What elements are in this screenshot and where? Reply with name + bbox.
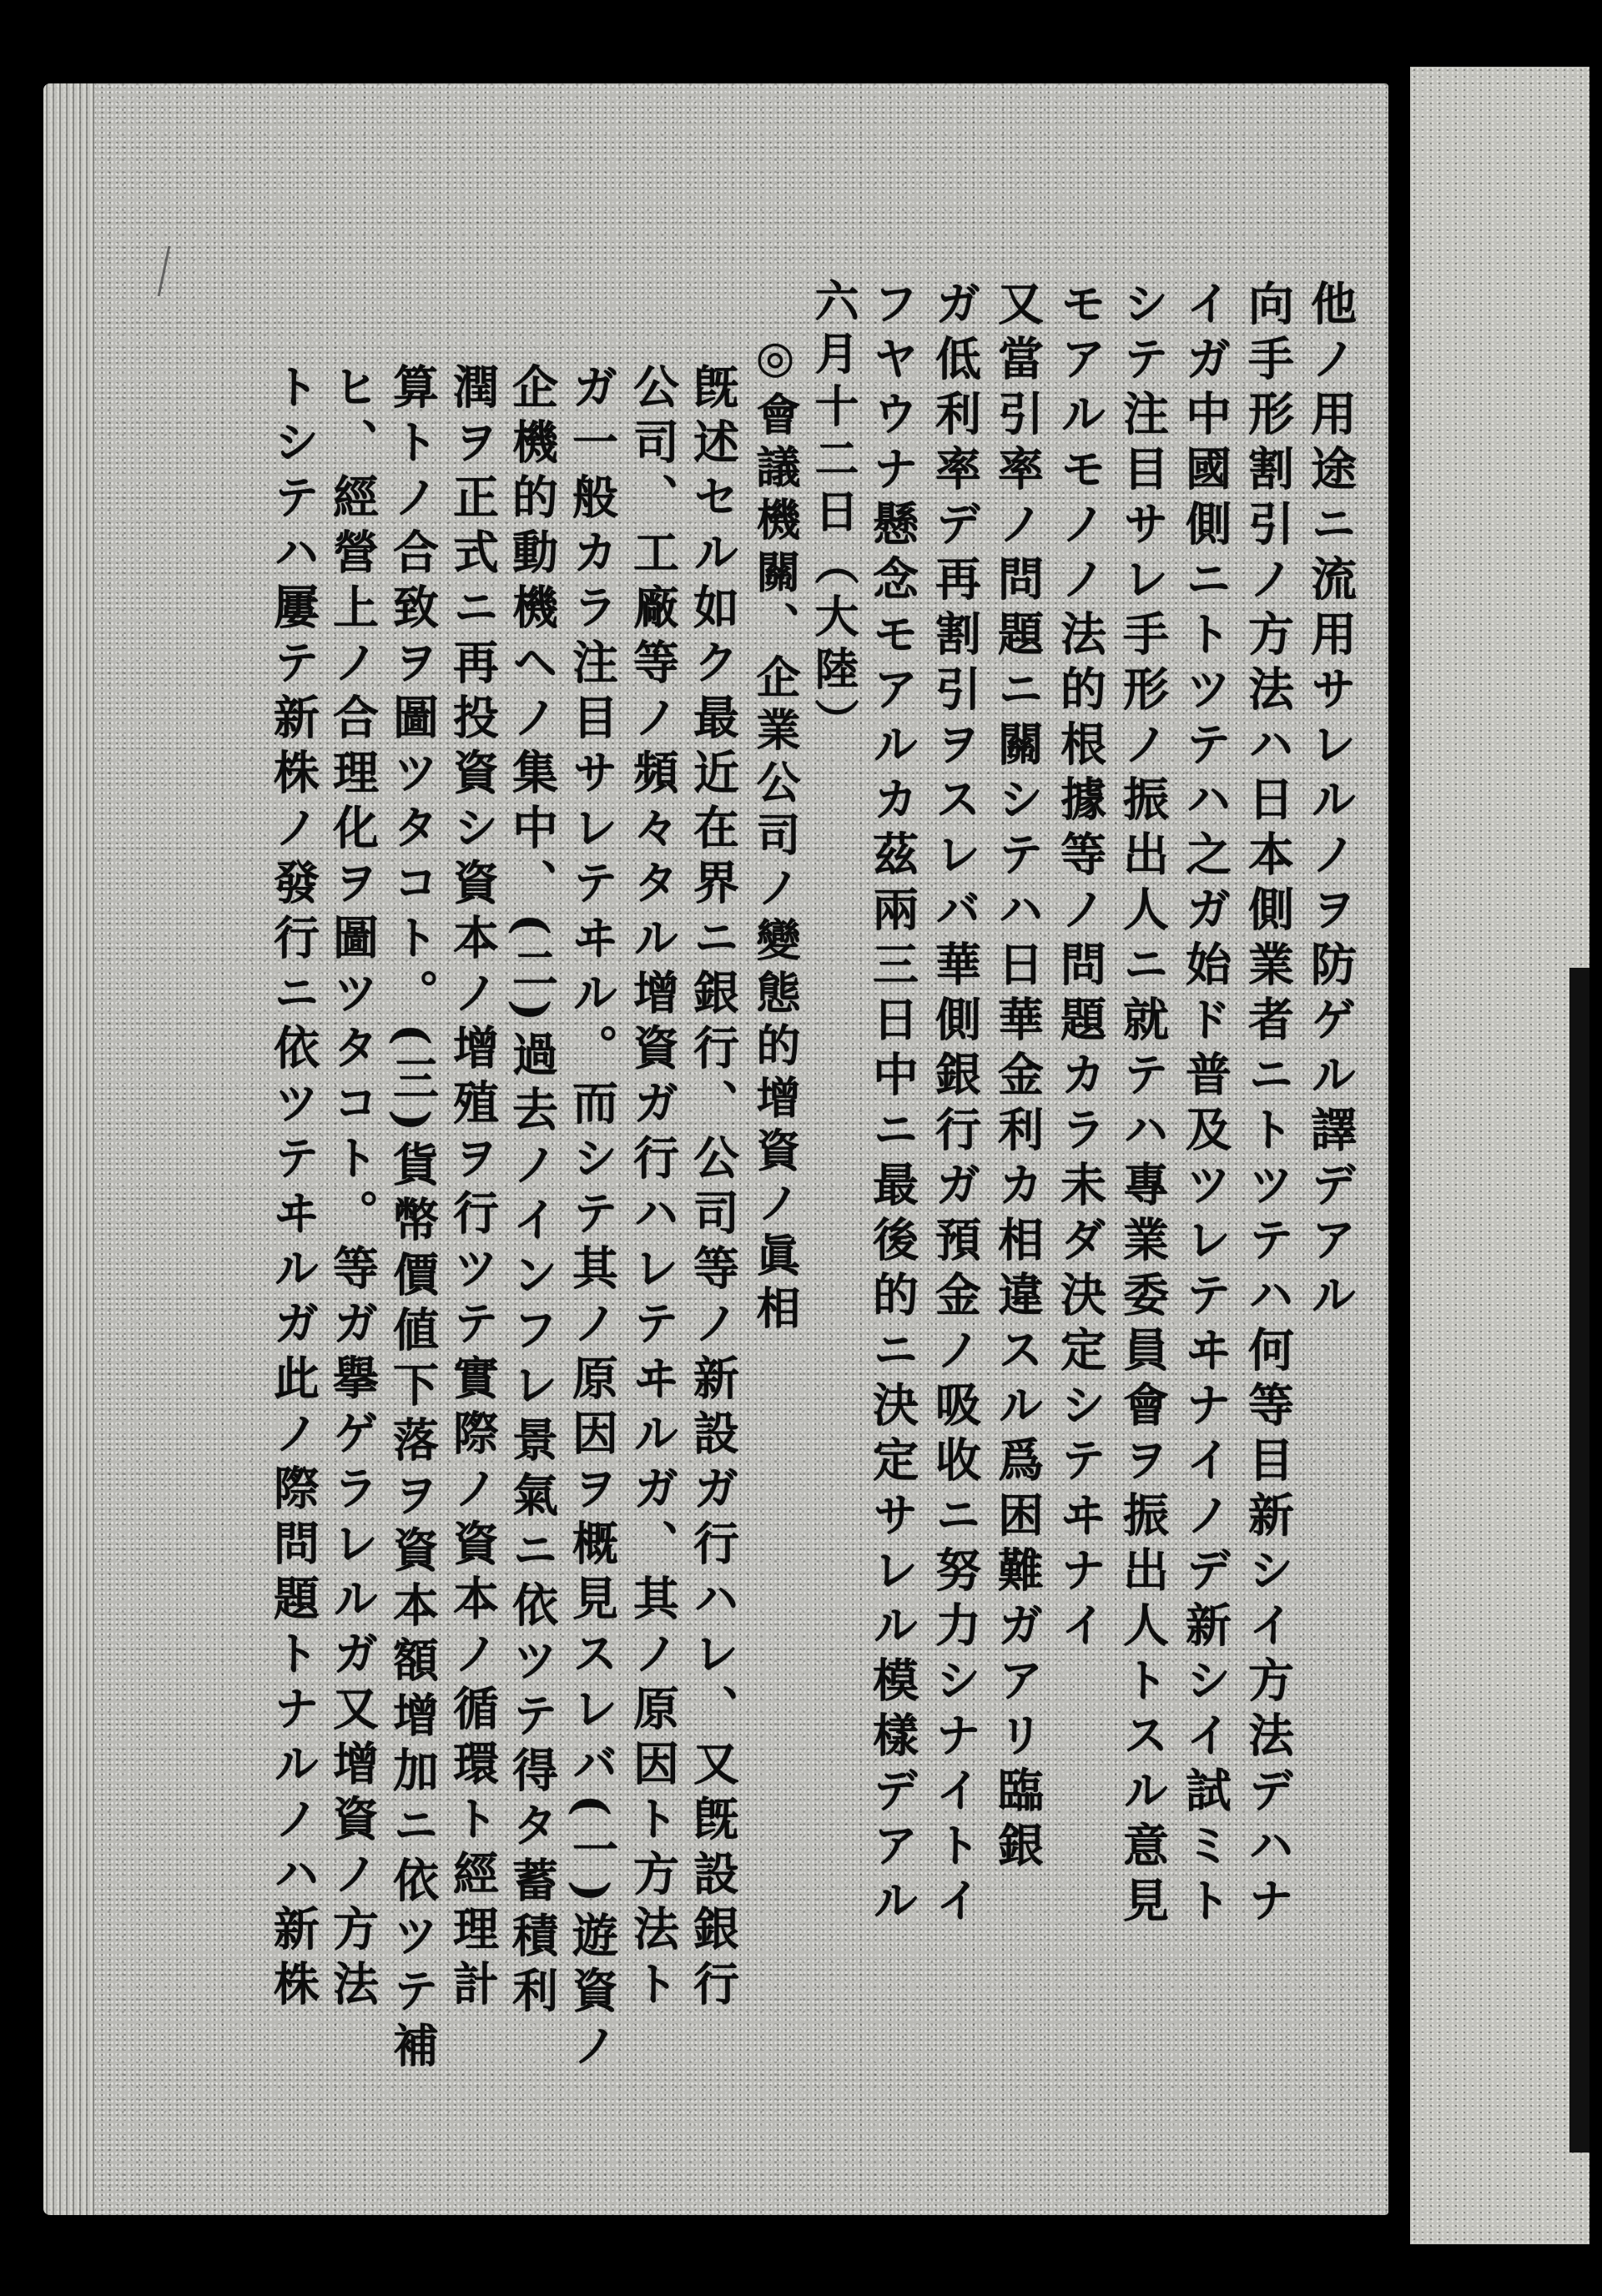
text-line: ガ一般カラ注目サレテヰル。而シテ其ノ原因ヲ概見スレバ(一)遊資ノ — [565, 363, 619, 2077]
date-heading: 六月十二日（大陸） — [808, 278, 859, 751]
text-line: モアルモノノ法的根據等ノ問題カラ未ダ決定シテヰナイ — [1053, 279, 1107, 1656]
article-heading: ◎會議機關、企業公司ノ變態的增資ノ眞相 — [749, 331, 801, 1337]
text-line: 公司、工廠等ノ頻々タル增資ガ行ハレテヰルガ、其ノ原因ト方法ト — [626, 363, 680, 2015]
text-line: トシテハ屢テ新株ノ發行ニ依ツテヰルガ此ノ際問題トナルノハ新株 — [266, 363, 320, 2015]
text-line: ガ低利率デ再割引ヲスレバ華側銀行ガ預金ノ吸收ニ努力シナイトイ — [928, 279, 982, 1931]
text-line: 他ノ用途ニ流用サレルノヲ防ゲル譯デアル — [1303, 279, 1358, 1326]
text-line: 潤ヲ正式ニ再投資シ資本ノ增殖ヲ行ツテ實際ノ資本ノ循環ト經理計 — [446, 363, 500, 2015]
text-line: 旣述セル如ク最近在界ニ銀行、公司等ノ新設ガ行ハレ、又旣設銀行 — [686, 363, 740, 2015]
vertical-text-body — [229, 279, 1364, 2098]
text-line: 企機的動機ヘノ集中、(二)過去ノインフレ景氣ニ依ツテ得タ蓄積利 — [505, 363, 559, 2022]
text-line: 算トノ合致ヲ圖ツタコト。(三)貨幣價値下落ヲ資本額增加ニ依ツテ補 — [385, 363, 440, 2077]
adjacent-page-edge — [1410, 67, 1589, 2244]
text-line: イガ中國側ニトツテハ之ガ始ド普及ツレテヰナイノデ新シイ試ミト — [1178, 279, 1232, 1931]
text-line: 又當引率ノ問題ニ關シテハ日華金利カ相違スル爲困難ガアリ臨銀 — [990, 279, 1045, 1876]
text-line: フヤウナ懸念モアルカ茲兩三日中ニ最後的ニ決定サレル模樣デアル — [865, 279, 919, 1931]
text-line: シテ注目サレ手形ノ振出人ニ就テハ專業委員會ヲ振出人トスル意見 — [1116, 279, 1170, 1931]
page-shadow — [1569, 968, 1589, 2152]
text-line: 向手形割引ノ方法ハ日本側業者ニトツテハ何等目新シイ方法デハナ — [1241, 279, 1295, 1931]
text-line: ヒ、經營上ノ合理化ヲ圖ツタコト。等ガ擧ゲラレルガ又增資ノ方法 — [325, 363, 380, 2015]
